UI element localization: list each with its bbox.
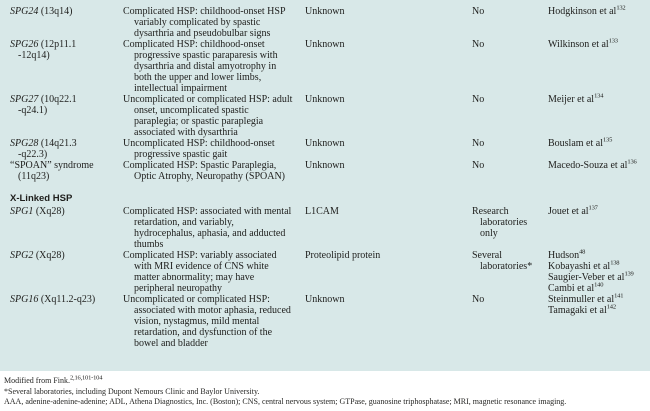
locus-line1 xyxy=(10,160,123,171)
references-cell xyxy=(548,294,650,316)
footnote-source-text: Modified from Fink. xyxy=(4,376,70,385)
reference-author: Jouet et al xyxy=(548,206,589,217)
gene-symbol: SPG24 xyxy=(10,6,39,17)
reference-author: Kobayashi et al xyxy=(548,261,611,272)
footnote-several-laboratories: *Several laboratories, including Dupont Nemours Clinic and Baylor University. xyxy=(4,386,260,396)
reference-citation xyxy=(548,206,650,217)
gene-symbol: SPG26 xyxy=(10,39,39,50)
clinical-description-cell: Complicated HSP: associated with mental retardation, and variably, hydrocephalus, aphasia, and adducted thumbs xyxy=(123,206,292,250)
reference-number: 140 xyxy=(594,281,604,289)
testing-availability-cell: No xyxy=(472,39,485,50)
clinical-description-cell: Uncomplicated or complicated HSP: adult onset, uncomplicated spastic paraplegia; or spastic paraplegia associated with dysarthria xyxy=(123,94,293,138)
gene-symbol: SPG16 xyxy=(10,294,39,305)
section-header: X-Linked HSP xyxy=(10,193,73,204)
references-cell xyxy=(548,6,650,17)
reference-author: Wilkinson et al xyxy=(548,39,609,50)
table-row xyxy=(0,206,650,250)
chromosome-locus: (Xq11.2-q23) xyxy=(38,294,96,305)
table-row xyxy=(0,250,650,294)
table-row xyxy=(0,39,650,94)
locus-line1 xyxy=(10,6,123,17)
locus-line2: -q22.3) xyxy=(18,149,48,160)
reference-number: 48 xyxy=(579,248,586,256)
footnote-abbreviations: AAA, adenine-adenine-adenine; ADL, Athena Diagnostics, Inc. (Boston); CNS, central nervous system; GTPase, guanosine triphosphatase; MRI, magnetic resonance imaging. xyxy=(4,397,567,406)
reference-citation xyxy=(548,305,650,316)
locus-cell xyxy=(0,160,123,182)
chromosome-locus: “SPOAN” syndrome xyxy=(10,160,94,171)
reference-citation xyxy=(548,283,650,294)
locus-cell xyxy=(0,6,123,17)
chromosome-locus: (Xq28) xyxy=(33,206,65,217)
gene-symbol: SPG27 xyxy=(10,94,39,105)
chromosome-locus: (13q14) xyxy=(38,6,73,17)
references-cell xyxy=(548,138,650,149)
locus-cell xyxy=(0,250,123,261)
reference-number: 134 xyxy=(594,92,604,100)
clinical-description-cell: Uncomplicated HSP: childhood-onset progressive spastic gait xyxy=(123,138,275,160)
reference-citation xyxy=(548,261,650,272)
gene-symbol: SPG2 xyxy=(10,250,34,261)
reference-author: Macedo-Souza et al xyxy=(548,160,628,171)
locus-line1 xyxy=(10,138,123,149)
locus-line1 xyxy=(10,206,123,217)
protein-cell: Unknown xyxy=(305,160,345,171)
reference-number: 138 xyxy=(610,259,620,267)
locus-cell xyxy=(0,94,123,116)
gene-symbol: SPG28 xyxy=(10,138,39,149)
locus-line1 xyxy=(10,294,123,305)
reference-citation xyxy=(548,94,650,105)
testing-availability-cell: Several laboratories* xyxy=(472,250,533,272)
locus-line2: -q24.1) xyxy=(18,105,48,116)
reference-number: 132 xyxy=(616,4,626,12)
references-cell xyxy=(548,39,650,50)
table-body xyxy=(0,6,650,349)
reference-author: Cambi et al xyxy=(548,283,595,294)
reference-number: 141 xyxy=(614,292,624,300)
references-cell xyxy=(548,250,650,294)
chromosome-locus: (12p11.1 xyxy=(38,39,77,50)
references-cell xyxy=(548,94,650,105)
clinical-description-cell: Complicated HSP: childhood-onset HSP variably complicated by spastic dysarthria and pseudobulbar signs xyxy=(123,6,286,39)
clinical-description-cell: Uncomplicated or complicated HSP: associated with motor aphasia, reduced vision, nystagmus, mild mental retardation, and dysfunction of the bowel and bladder xyxy=(123,294,291,349)
table-footnotes xyxy=(0,371,650,408)
reference-author: Hodgkinson et al xyxy=(548,6,617,17)
locus-cell xyxy=(0,206,123,217)
table-row xyxy=(0,94,650,138)
table-row xyxy=(0,294,650,349)
protein-cell: L1CAM xyxy=(305,206,339,217)
chromosome-locus: (Xq28) xyxy=(33,250,65,261)
footnote-source-refs: 2,16,101-104 xyxy=(70,374,103,382)
reference-number: 139 xyxy=(624,270,634,278)
locus-line1 xyxy=(10,94,123,105)
reference-number: 135 xyxy=(603,136,613,144)
testing-availability-cell: No xyxy=(472,6,485,17)
reference-author: Meijer et al xyxy=(548,94,595,105)
locus-line2: -12q14) xyxy=(18,50,50,61)
testing-availability-cell: No xyxy=(472,294,485,305)
footnote-source xyxy=(4,376,646,387)
testing-availability-cell: No xyxy=(472,160,485,171)
protein-cell: Unknown xyxy=(305,6,345,17)
locus-cell xyxy=(0,138,123,160)
reference-citation xyxy=(548,294,650,305)
clinical-description-cell: Complicated HSP: childhood-onset progressive spastic paraparesis with dysarthria and distal amyotrophy in both the upper and lower limbs, intellectual impairment xyxy=(123,39,278,94)
references-cell xyxy=(548,160,650,171)
protein-cell: Unknown xyxy=(305,39,345,50)
protein-cell: Unknown xyxy=(305,294,345,305)
chromosome-locus: (10q22.1 xyxy=(38,94,77,105)
reference-citation xyxy=(548,138,650,149)
table-row xyxy=(0,138,650,160)
locus-line1 xyxy=(10,39,123,50)
testing-availability-cell: Research laboratories only xyxy=(472,206,528,239)
reference-citation xyxy=(548,6,650,17)
protein-cell: Proteolipid protein xyxy=(305,250,381,261)
table-row xyxy=(0,160,650,182)
reference-author: Saugier-Veber et al xyxy=(548,272,625,283)
clinical-description-cell: Complicated HSP: Spastic Paraplegia, Optic Atrophy, Neuropathy (SPOAN) xyxy=(123,160,286,182)
reference-author: Bouslam et al xyxy=(548,138,603,149)
gene-symbol: SPG1 xyxy=(10,206,34,217)
reference-number: 133 xyxy=(608,37,618,45)
reference-number: 136 xyxy=(627,158,637,166)
protein-cell: Unknown xyxy=(305,138,345,149)
table-row xyxy=(0,6,650,39)
clinical-description-cell: Complicated HSP: variably associated with MRI evidence of CNS white matter abnormality; may have peripheral neuropathy xyxy=(123,250,277,294)
reference-author: Tamagaki et al xyxy=(548,305,607,316)
chromosome-locus: (14q21.3 xyxy=(38,138,77,149)
locus-cell xyxy=(0,39,123,61)
reference-number: 137 xyxy=(588,204,598,212)
reference-citation xyxy=(548,160,650,171)
testing-availability-cell: No xyxy=(472,138,485,149)
reference-author: Steinmuller et al xyxy=(548,294,615,305)
references-cell xyxy=(548,206,650,217)
reference-author: Hudson xyxy=(548,250,580,261)
testing-availability-cell: No xyxy=(472,94,485,105)
reference-citation xyxy=(548,39,650,50)
reference-number: 142 xyxy=(606,303,616,311)
reference-citation xyxy=(548,250,650,261)
locus-cell xyxy=(0,294,123,305)
protein-cell: Unknown xyxy=(305,94,345,105)
locus-line2: (11q23) xyxy=(18,171,50,182)
locus-line1 xyxy=(10,250,123,261)
